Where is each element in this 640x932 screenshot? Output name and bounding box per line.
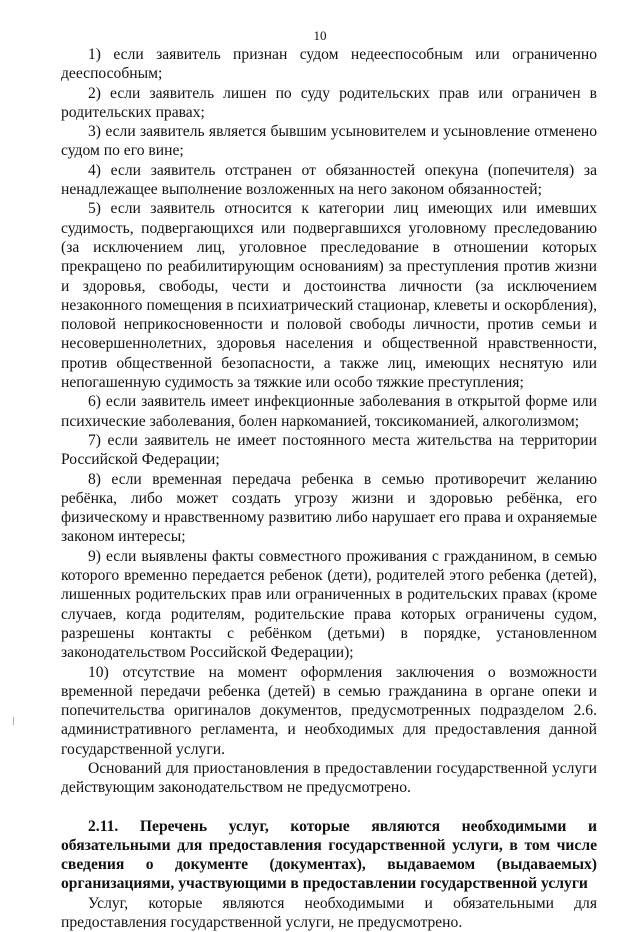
closing-paragraph: Услуг, которые являются необходимыми и обязательными для предоставления государственной услуги, не предусмотрено. xyxy=(61,894,597,932)
list-item-2: 2) если заявитель лишен по суду родительских прав или ограничен в родительских правах; xyxy=(61,84,597,121)
page-number: 10 xyxy=(313,28,327,43)
section-heading-2-11: 2.11. Перечень услуг, которые являются необходимыми и обязательными для предоставления государственной услуги, в том числе сведения о документе (документах), выдаваемом (выдаваемых) организациями, участвующими в предоставлении государственной услуги xyxy=(61,817,597,893)
list-item-8: 8) если временная передача ребенка в семью противоречит желанию ребёнка, либо может создать угрозу жизни и здоровью ребёнка, его физическому и нравственному развитию либо нарушает его права и охраняемые законом интересы; xyxy=(61,470,597,546)
scan-margin-mark xyxy=(13,717,14,725)
list-item-9: 9) если выявлены факты совместного проживания с гражданином, в семью которого временно передается ребенок (дети), родителей этого ребенка (детей), лишенных родительских прав или ограниченных в родительских правах (кроме случаев, когда родителям, родительские права которых ограничены судом, разрешены контакты с ребёнком (детьми) в порядке, установленном законодательством Российской Федерации); xyxy=(61,547,597,662)
list-item-4: 4) если заявитель отстранен от обязанностей опекуна (попечителя) за ненадлежащее выполнение возложенных на него законом обязанностей; xyxy=(61,161,597,199)
list-item-3: 3) если заявитель является бывшим усыновителем и усыновление отменено судом по его вине; xyxy=(61,123,597,160)
list-item-1: 1) если заявитель признан судом недееспособным или ограниченно дееспособным; xyxy=(61,46,597,83)
document-body xyxy=(61,45,597,932)
list-item-6: 6) если заявитель имеет инфекционные заболевания в открытой форме или психические заболевания, болен наркоманией, токсикоманией, алкоголизмом; xyxy=(61,393,597,430)
list-item-10: 10) отсутствие на момент оформления заключения о возможности временной передачи ребенка (детей) в семью гражданина в органе опеки и попечительства оригиналов документов, предусмотренных подразделом 2.6. административного регламента, и необходимых для предоставления данной государственной услуги. xyxy=(61,663,597,758)
suspension-paragraph: Оснований для приостановления в предоставлении государственной услуги действующим законодательством не предусмотрено. xyxy=(61,759,597,797)
list-item-5: 5) если заявитель относится к категории лиц имеющих или имевших судимость, подвергающихся или подвергавшихся уголовному преследованию (за исключением лиц, уголовное преследование в отношении которых прекращено по реабилитирующим основаниям) за преступления против жизни и здоровья, свободы, чести и достоинства личности (за исключением незаконного помещения в психиатрический стационар, клеветы и оскорбления), половой неприкосновенности и половой свободы личности, против семьи и несовершеннолетних, здоровья населения и общественной нравственности, против общественной безопасности, а также лиц, имеющих неснятую или непогашенную судимость за тяжкие или особо тяжкие преступления; xyxy=(61,200,597,392)
list-item-7: 7) если заявитель не имеет постоянного места жительства на территории Российской Федерации; xyxy=(61,431,597,469)
